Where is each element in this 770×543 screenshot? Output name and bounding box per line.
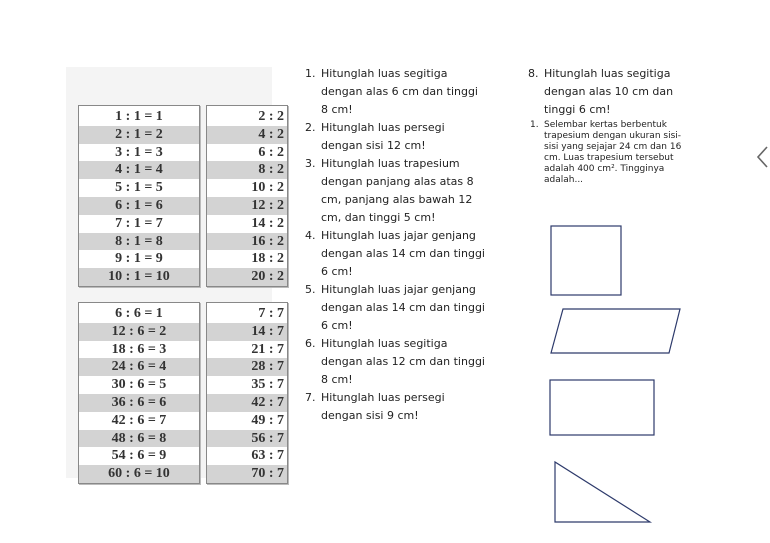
table-row: 48 : 6 = 8	[79, 430, 199, 448]
question-list-right	[528, 65, 678, 119]
question-item	[305, 65, 485, 119]
question-item	[528, 65, 678, 119]
table-row: 5 : 1 = 5	[115, 180, 163, 196]
right-triangle-shape	[555, 462, 650, 522]
question-text: Hitunglah luas jajar genjang dengan alas 14 cm dan tinggi 6 cm!	[321, 229, 485, 278]
table-row: 35 : 7	[251, 377, 284, 393]
table-row: 42 : 7	[207, 394, 287, 412]
question-item	[305, 389, 485, 425]
question-text: Selembar kertas berbentuk trapesium dengan ukuran sisi-sisi yang sejajar 24 cm dan 16 cm. Luas trapesium tersebut adalah 400 cm². Tingginya adalah...	[544, 120, 682, 185]
table-row: 21 : 7	[251, 341, 284, 357]
shapes-group	[540, 220, 700, 530]
question-number: 2.	[305, 121, 316, 134]
table-row: 49 : 7	[251, 412, 284, 428]
table-row: 36 : 6 = 6	[79, 394, 199, 412]
table-row: 63 : 7	[251, 448, 284, 464]
question-list-small	[530, 120, 695, 186]
question-text: Hitunglah luas persegi dengan sisi 9 cm!	[321, 391, 445, 422]
table-block-2-left	[78, 302, 200, 484]
question-item	[305, 281, 485, 335]
table-row: 2 : 2	[258, 109, 284, 124]
parallelogram-shape	[551, 309, 680, 353]
table-row: 4 : 2	[207, 126, 287, 144]
table-row: 6 : 1 = 6	[79, 197, 199, 215]
question-number: 1.	[530, 120, 539, 130]
table-row: 20 : 2	[207, 268, 287, 286]
question-number: 3.	[305, 157, 316, 170]
question-number: 6.	[305, 337, 316, 350]
question-text: Hitunglah luas segitiga dengan alas 10 cm dan tinggi 6 cm!	[544, 67, 674, 116]
table-row: 12 : 2	[207, 197, 287, 215]
table-row: 4 : 1 = 4	[79, 161, 199, 179]
table-row: 70 : 7	[207, 465, 287, 483]
table-row: 16 : 2	[207, 233, 287, 251]
table-row: 6 : 2	[258, 144, 284, 160]
division-table-image	[66, 67, 284, 482]
question-text: Hitunglah luas trapesium dengan panjang alas atas 8 cm, panjang alas bawah 12 cm, dan tinggi 5 cm!	[321, 157, 474, 224]
table-block-1-right	[206, 105, 288, 287]
table-row: 18 : 6 = 3	[111, 341, 167, 357]
table-row: 3 : 1 = 3	[115, 144, 163, 160]
rectangle-shape	[550, 380, 654, 435]
question-item	[305, 227, 485, 281]
question-item	[305, 119, 485, 155]
table-row: 2 : 1 = 2	[79, 126, 199, 144]
table-row: 28 : 7	[207, 358, 287, 376]
table-row: 24 : 6 = 4	[79, 358, 199, 376]
table-block-2-right	[206, 302, 288, 484]
table-row: 7 : 7	[258, 306, 284, 321]
table-row: 14 : 2	[251, 215, 284, 231]
question-text: Hitunglah luas jajar genjang dengan alas 14 cm dan tinggi 6 cm!	[321, 283, 485, 332]
table-row: 9 : 1 = 9	[115, 251, 163, 267]
question-number: 4.	[305, 229, 316, 242]
question-item	[305, 155, 485, 227]
table-row: 42 : 6 = 7	[111, 412, 167, 428]
chevron-left-icon[interactable]	[754, 142, 770, 172]
table-row: 10 : 2	[251, 180, 284, 196]
table-row: 18 : 2	[251, 251, 284, 267]
table-row: 14 : 7	[207, 323, 287, 341]
table-block-1-left	[78, 105, 200, 287]
table-row: 8 : 2	[207, 161, 287, 179]
question-text: Hitunglah luas segitiga dengan alas 12 cm dan tinggi 8 cm!	[321, 337, 485, 386]
table-row: 54 : 6 = 9	[111, 448, 167, 464]
square-shape	[551, 226, 621, 295]
question-text: Hitunglah luas segitiga dengan alas 6 cm dan tinggi 8 cm!	[321, 67, 478, 116]
table-row: 7 : 1 = 7	[115, 215, 163, 231]
table-row: 6 : 6 = 1	[115, 306, 163, 321]
question-number: 1.	[305, 67, 316, 80]
table-row: 8 : 1 = 8	[79, 233, 199, 251]
question-item	[305, 335, 485, 389]
table-row: 10 : 1 = 10	[79, 268, 199, 286]
question-item	[530, 120, 695, 186]
question-number: 5.	[305, 283, 316, 296]
table-row: 30 : 6 = 5	[111, 377, 167, 393]
table-row: 60 : 6 = 10	[79, 465, 199, 483]
table-row: 12 : 6 = 2	[79, 323, 199, 341]
question-list-left	[305, 65, 485, 425]
table-row: 1 : 1 = 1	[115, 109, 163, 124]
question-number: 7.	[305, 391, 316, 404]
question-text: Hitunglah luas persegi dengan sisi 12 cm!	[321, 121, 445, 152]
table-row: 56 : 7	[207, 430, 287, 448]
question-number: 8.	[528, 67, 539, 80]
